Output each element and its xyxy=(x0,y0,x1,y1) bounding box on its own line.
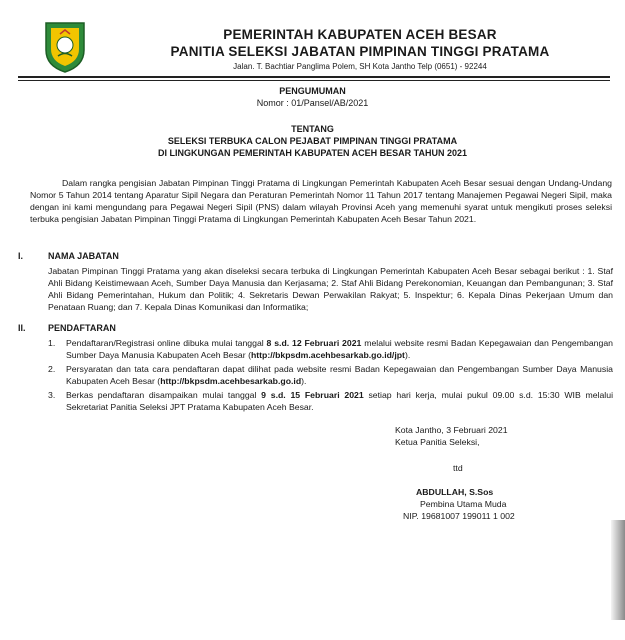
section-2-numeral: II. xyxy=(18,323,26,333)
letterhead-committee: PANITIA SELEKSI JABATAN PIMPINAN TINGGI PRATAMA xyxy=(170,44,550,59)
section-1-numeral: I. xyxy=(18,251,24,261)
aceh-besar-emblem-icon xyxy=(42,20,88,74)
intro-paragraph: Dalam rangka pengisian Jabatan Pimpinan Tinggi Pratama di Lingkungan Pemerintah Kabupaten Aceh Besar sesuai dengan Undang-Undang Nomor 5 Tahun 2014 tentang Aparatur Sipil Negara dan Peraturan Pemerintah Nomor 11 Tahun 2017 tentang Manajemen Pegawai Negeri Sipil, maka dengan ini kami mengundang para Pegawai Negeri Sipil (PNS) dalam wilayah Provinsi Aceh yang memenuhi syarat untuk mengikuti proses seleksi terbuka pengisian Jabatan Pimpinan Tinggi Pratama di Lingkungan Pemerintah Kabupaten Aceh Besar Tahun 2021. xyxy=(30,178,612,224)
signature-ttd: ttd xyxy=(453,463,463,473)
section-1-title: NAMA JABATAN xyxy=(48,251,119,261)
subject-line-1: SELEKSI TERBUKA CALON PEJABAT PIMPINAN TINGGI PRATAMA xyxy=(167,136,458,146)
announcement-number: Nomor : 01/Pansel/AB/2021 xyxy=(256,98,369,108)
header-rule-thick xyxy=(18,76,610,78)
submission-dates: 9 s.d. 15 Februari 2021 xyxy=(261,390,364,400)
subject-line-2: DI LINGKUNGAN PEMERINTAH KABUPATEN ACEH BESAR TAHUN 2021 xyxy=(157,148,468,158)
signatory-role: Ketua Panitia Seleksi, xyxy=(395,437,480,447)
letterhead-government: PEMERINTAH KABUPATEN ACEH BESAR xyxy=(223,27,497,42)
letterhead-address: Jalan. T. Bachtiar Panglima Polem, SH Kota Jantho Telp (0651) - 92244 xyxy=(233,62,487,71)
header-rule-thin xyxy=(18,80,610,81)
section-1-body: Jabatan Pimpinan Tinggi Pratama yang akan diseleksi secara terbuka di Lingkungan Pemerintah Kabupaten Aceh Besar sebagai berikut : 1. Staf Ahli Bidang Keistimewaan Aceh, Sumber Daya Manusia dan Kerjasama; 2. Staf Ahli Bidang Perekonomian, Keuangan dan Pembangunan; 3. Staf Ahli Bidang Pemerintahan, Hukum dan Politik; 4. Sekretaris Dewan Perwakilan Rakyat; 5. Inspektur; 6. Kepala Dinas Pekerjaan Umum dan Penataan Ruang; dan 7. Kepala Dinas Komunikasi dan Informatika; xyxy=(48,266,613,312)
registration-item-2: 2. Persyaratan dan tata cara pendaftaran dapat dilihat pada website resmi Badan Kepegawaian dan Pengembangan Sumber Daya Manusia Kabupaten Aceh Besar (http://bkpsdm.acehbesarkab.go.id). xyxy=(48,364,613,386)
registration-link[interactable]: http://bkpsdm.acehbesarkab.go.id/jpt xyxy=(250,350,405,360)
section-2-title: PENDAFTARAN xyxy=(48,323,116,333)
page-edge-shadow xyxy=(611,520,625,620)
signatory-rank: Pembina Utama Muda xyxy=(420,499,507,509)
signatory-name: ABDULLAH, S.Sos xyxy=(416,487,494,497)
registration-dates: 8 s.d. 12 Februari 2021 xyxy=(266,338,362,348)
registration-item-3: 3. Berkas pendaftaran disampaikan mulai tanggal 9 s.d. 15 Februari 2021 setiap hari kerja, mulai pukul 09.00 s.d. 15:30 WIB melalui Sekretariat Panitia Seleksi JPT Pratama Kabupaten Aceh Besar. xyxy=(48,390,613,412)
announcement-heading: PENGUMUMAN xyxy=(279,86,346,96)
about-label: TENTANG xyxy=(291,124,334,134)
place-date: Kota Jantho, 3 Februari 2021 xyxy=(395,425,508,435)
requirements-link[interactable]: http://bkpsdm.acehbesarkab.go.id xyxy=(160,376,302,386)
signatory-nip: NIP. 19681007 199011 1 002 xyxy=(403,511,515,521)
registration-item-1: 1. Pendaftaran/Registrasi online dibuka mulai tanggal 8 s.d. 12 Februari 2021 melalui website resmi Badan Kepegawaian dan Pengembangan Sumber Daya Manusia Kabupaten Aceh Besar (http://bkpsdm.acehbesarkab.go.id/jpt). xyxy=(48,338,613,360)
